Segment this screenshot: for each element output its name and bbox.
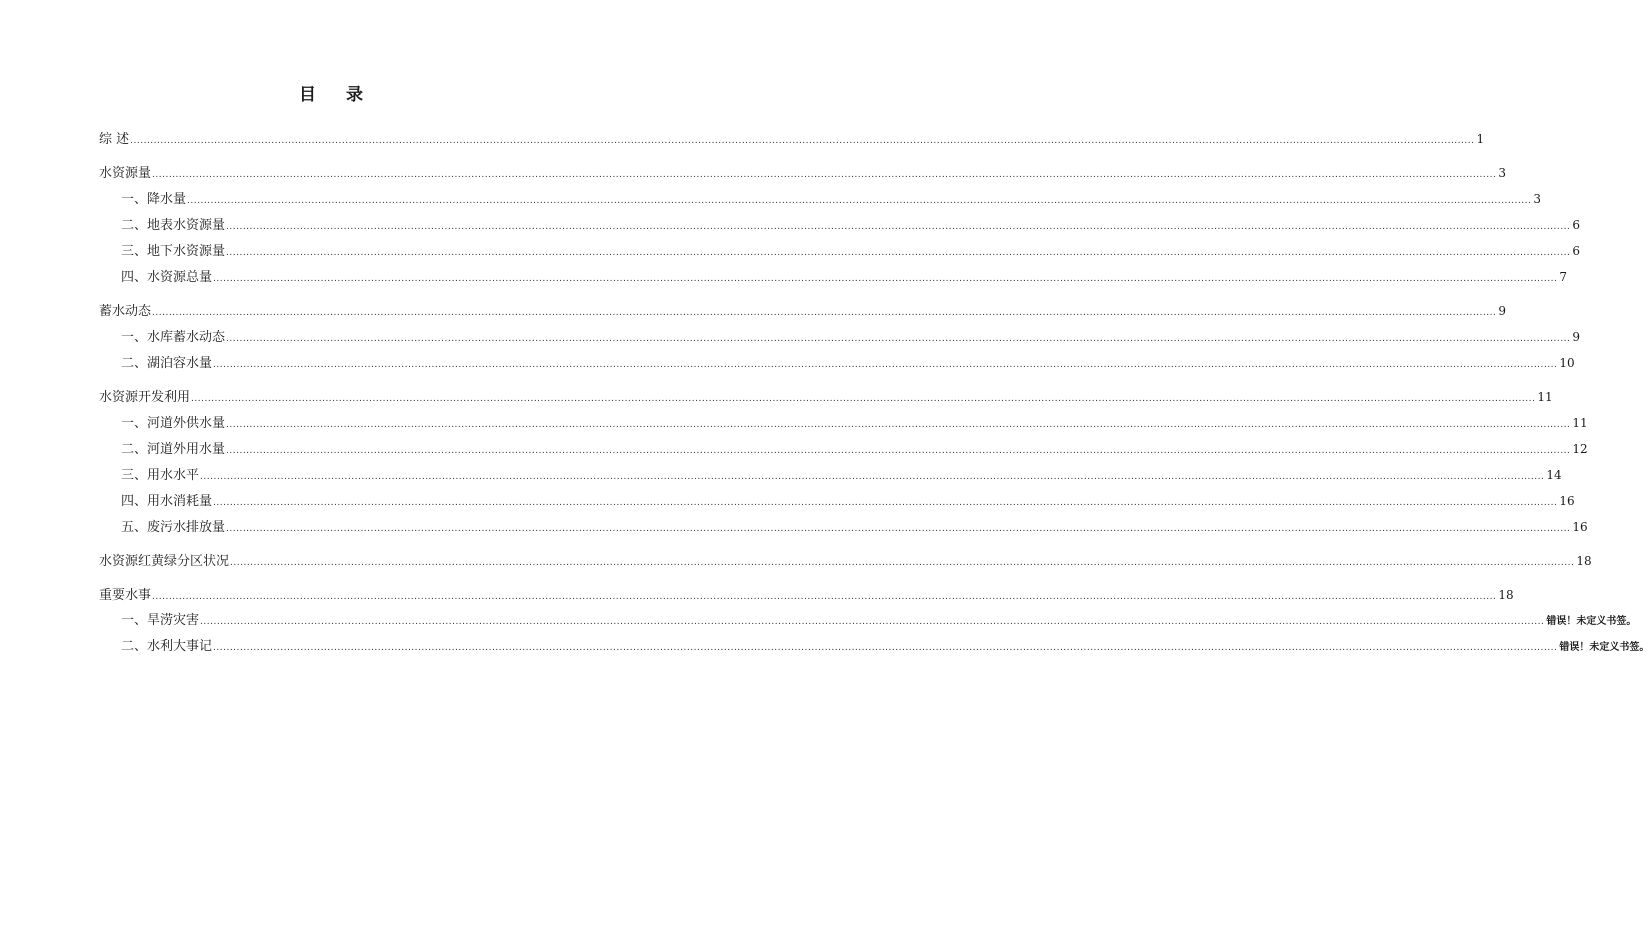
toc-entry[interactable] — [99, 548, 1592, 574]
toc-entry-label: 三、用水水平 — [121, 468, 200, 483]
toc-subentry[interactable] — [99, 436, 1588, 462]
dot-leader: ................................................................................................................................................................................................................................................................................................................................................................................................................ — [226, 524, 1571, 534]
dot-leader: ................................................................................................................................................................................................................................................................................................................................................................................................................ — [213, 498, 1558, 508]
toc-page-number: 11 — [1572, 416, 1588, 430]
toc-page-number: 16 — [1572, 520, 1588, 534]
toc-entry-label: 一、降水量 — [121, 192, 187, 207]
toc-entry[interactable] — [99, 582, 1514, 608]
toc-entry-label: 蓄水动态 — [99, 304, 152, 319]
toc-page-number: 3 — [1533, 192, 1541, 206]
dot-leader: ................................................................................................................................................................................................................................................................................................................................................................................................................ — [200, 617, 1545, 627]
toc-entry-label: 四、用水消耗量 — [121, 494, 213, 509]
toc-subentry[interactable] — [99, 608, 1637, 634]
dot-leader: ................................................................................................................................................................................................................................................................................................................................................................................................................ — [213, 643, 1558, 653]
toc-entry[interactable] — [99, 126, 1485, 152]
dot-leader: ................................................................................................................................................................................................................................................................................................................................................................................................................ — [187, 196, 1532, 206]
toc-page-number: 9 — [1572, 330, 1580, 344]
toc-subentry[interactable] — [99, 212, 1580, 238]
dot-leader: ................................................................................................................................................................................................................................................................................................................................................................................................................ — [152, 592, 1497, 602]
toc-page-number: 18 — [1576, 554, 1592, 568]
toc-page-number: 11 — [1537, 390, 1553, 404]
toc-entry-label: 一、河道外供水量 — [121, 416, 226, 431]
toc-entry-label: 水资源开发利用 — [99, 390, 191, 405]
toc-page-number: 6 — [1572, 218, 1580, 232]
toc-subentry[interactable] — [99, 462, 1562, 488]
toc-entry-label: 重要水事 — [99, 588, 152, 603]
toc-entry-label: 二、湖泊容水量 — [121, 356, 213, 371]
dot-leader: ................................................................................................................................................................................................................................................................................................................................................................................................................ — [226, 334, 1571, 344]
toc-page-number: 14 — [1546, 468, 1562, 482]
toc-entry-label: 一、旱涝灾害 — [121, 613, 200, 628]
toc-subentry[interactable] — [99, 634, 1649, 660]
toc-entry-label: 一、水库蓄水动态 — [121, 330, 226, 345]
toc-entry[interactable] — [99, 384, 1553, 410]
toc-entry-label: 二、水利大事记 — [121, 639, 213, 654]
toc-entry-label: 五、废污水排放量 — [121, 520, 226, 535]
toc-entry[interactable] — [99, 160, 1506, 186]
dot-leader: ................................................................................................................................................................................................................................................................................................................................................................................................................ — [226, 420, 1571, 430]
toc-subentry[interactable] — [99, 514, 1588, 540]
toc-page-number: 3 — [1498, 166, 1506, 180]
toc-page-number: 6 — [1572, 244, 1580, 258]
dot-leader: ................................................................................................................................................................................................................................................................................................................................................................................................................ — [213, 274, 1558, 284]
dot-leader: ................................................................................................................................................................................................................................................................................................................................................................................................................ — [230, 558, 1575, 568]
dot-leader: ................................................................................................................................................................................................................................................................................................................................................................................................................ — [226, 248, 1571, 258]
toc-subentry[interactable] — [99, 350, 1575, 376]
toc-entry-label: 二、河道外用水量 — [121, 442, 226, 457]
dot-leader: ................................................................................................................................................................................................................................................................................................................................................................................................................ — [226, 446, 1571, 456]
page-title: 目 录 — [299, 85, 375, 105]
toc-page-number: 错误！未定义书签。 — [1546, 616, 1637, 627]
toc-entry-label: 四、水资源总量 — [121, 270, 213, 285]
toc-subentry[interactable] — [99, 324, 1580, 350]
toc-subentry[interactable] — [99, 238, 1580, 264]
toc-subentry[interactable] — [99, 264, 1567, 290]
toc-page-number: 1 — [1476, 132, 1485, 146]
dot-leader: ................................................................................................................................................................................................................................................................................................................................................................................................................ — [226, 222, 1571, 232]
dot-leader: ................................................................................................................................................................................................................................................................................................................................................................................................................ — [152, 170, 1497, 180]
toc-entry-label: 三、地下水资源量 — [121, 244, 226, 259]
dot-leader: ................................................................................................................................................................................................................................................................................................................................................................................................................ — [213, 360, 1558, 370]
dot-leader: ................................................................................................................................................................................................................................................................................................................................................................................................................ — [191, 394, 1536, 404]
dot-leader: ................................................................................................................................................................................................................................................................................................................................................................................................................ — [152, 308, 1497, 318]
toc-page-number: 18 — [1498, 588, 1514, 602]
dot-leader: ................................................................................................................................................................................................................................................................................................................................................................................................................ — [200, 472, 1545, 482]
table-of-contents — [99, 126, 1649, 660]
toc-subentry[interactable] — [99, 488, 1575, 514]
toc-entry-label: 综 述 — [99, 132, 130, 147]
dot-leader: ................................................................................................................................................................................................................................................................................................................................................................................................................ — [130, 136, 1475, 146]
toc-subentry[interactable] — [99, 410, 1588, 436]
toc-page-number: 10 — [1559, 356, 1575, 370]
toc-page-number: 7 — [1559, 270, 1567, 284]
toc-page-number: 错误！未定义书签。 — [1559, 642, 1649, 653]
toc-page-number: 12 — [1572, 442, 1588, 456]
toc-subentry[interactable] — [99, 186, 1541, 212]
toc-entry[interactable] — [99, 298, 1506, 324]
toc-page-number: 9 — [1498, 304, 1506, 318]
toc-page-number: 16 — [1559, 494, 1575, 508]
toc-entry-label: 水资源红黄绿分区状况 — [99, 554, 230, 569]
toc-entry-label: 水资源量 — [99, 166, 152, 181]
toc-entry-label: 二、地表水资源量 — [121, 218, 226, 233]
